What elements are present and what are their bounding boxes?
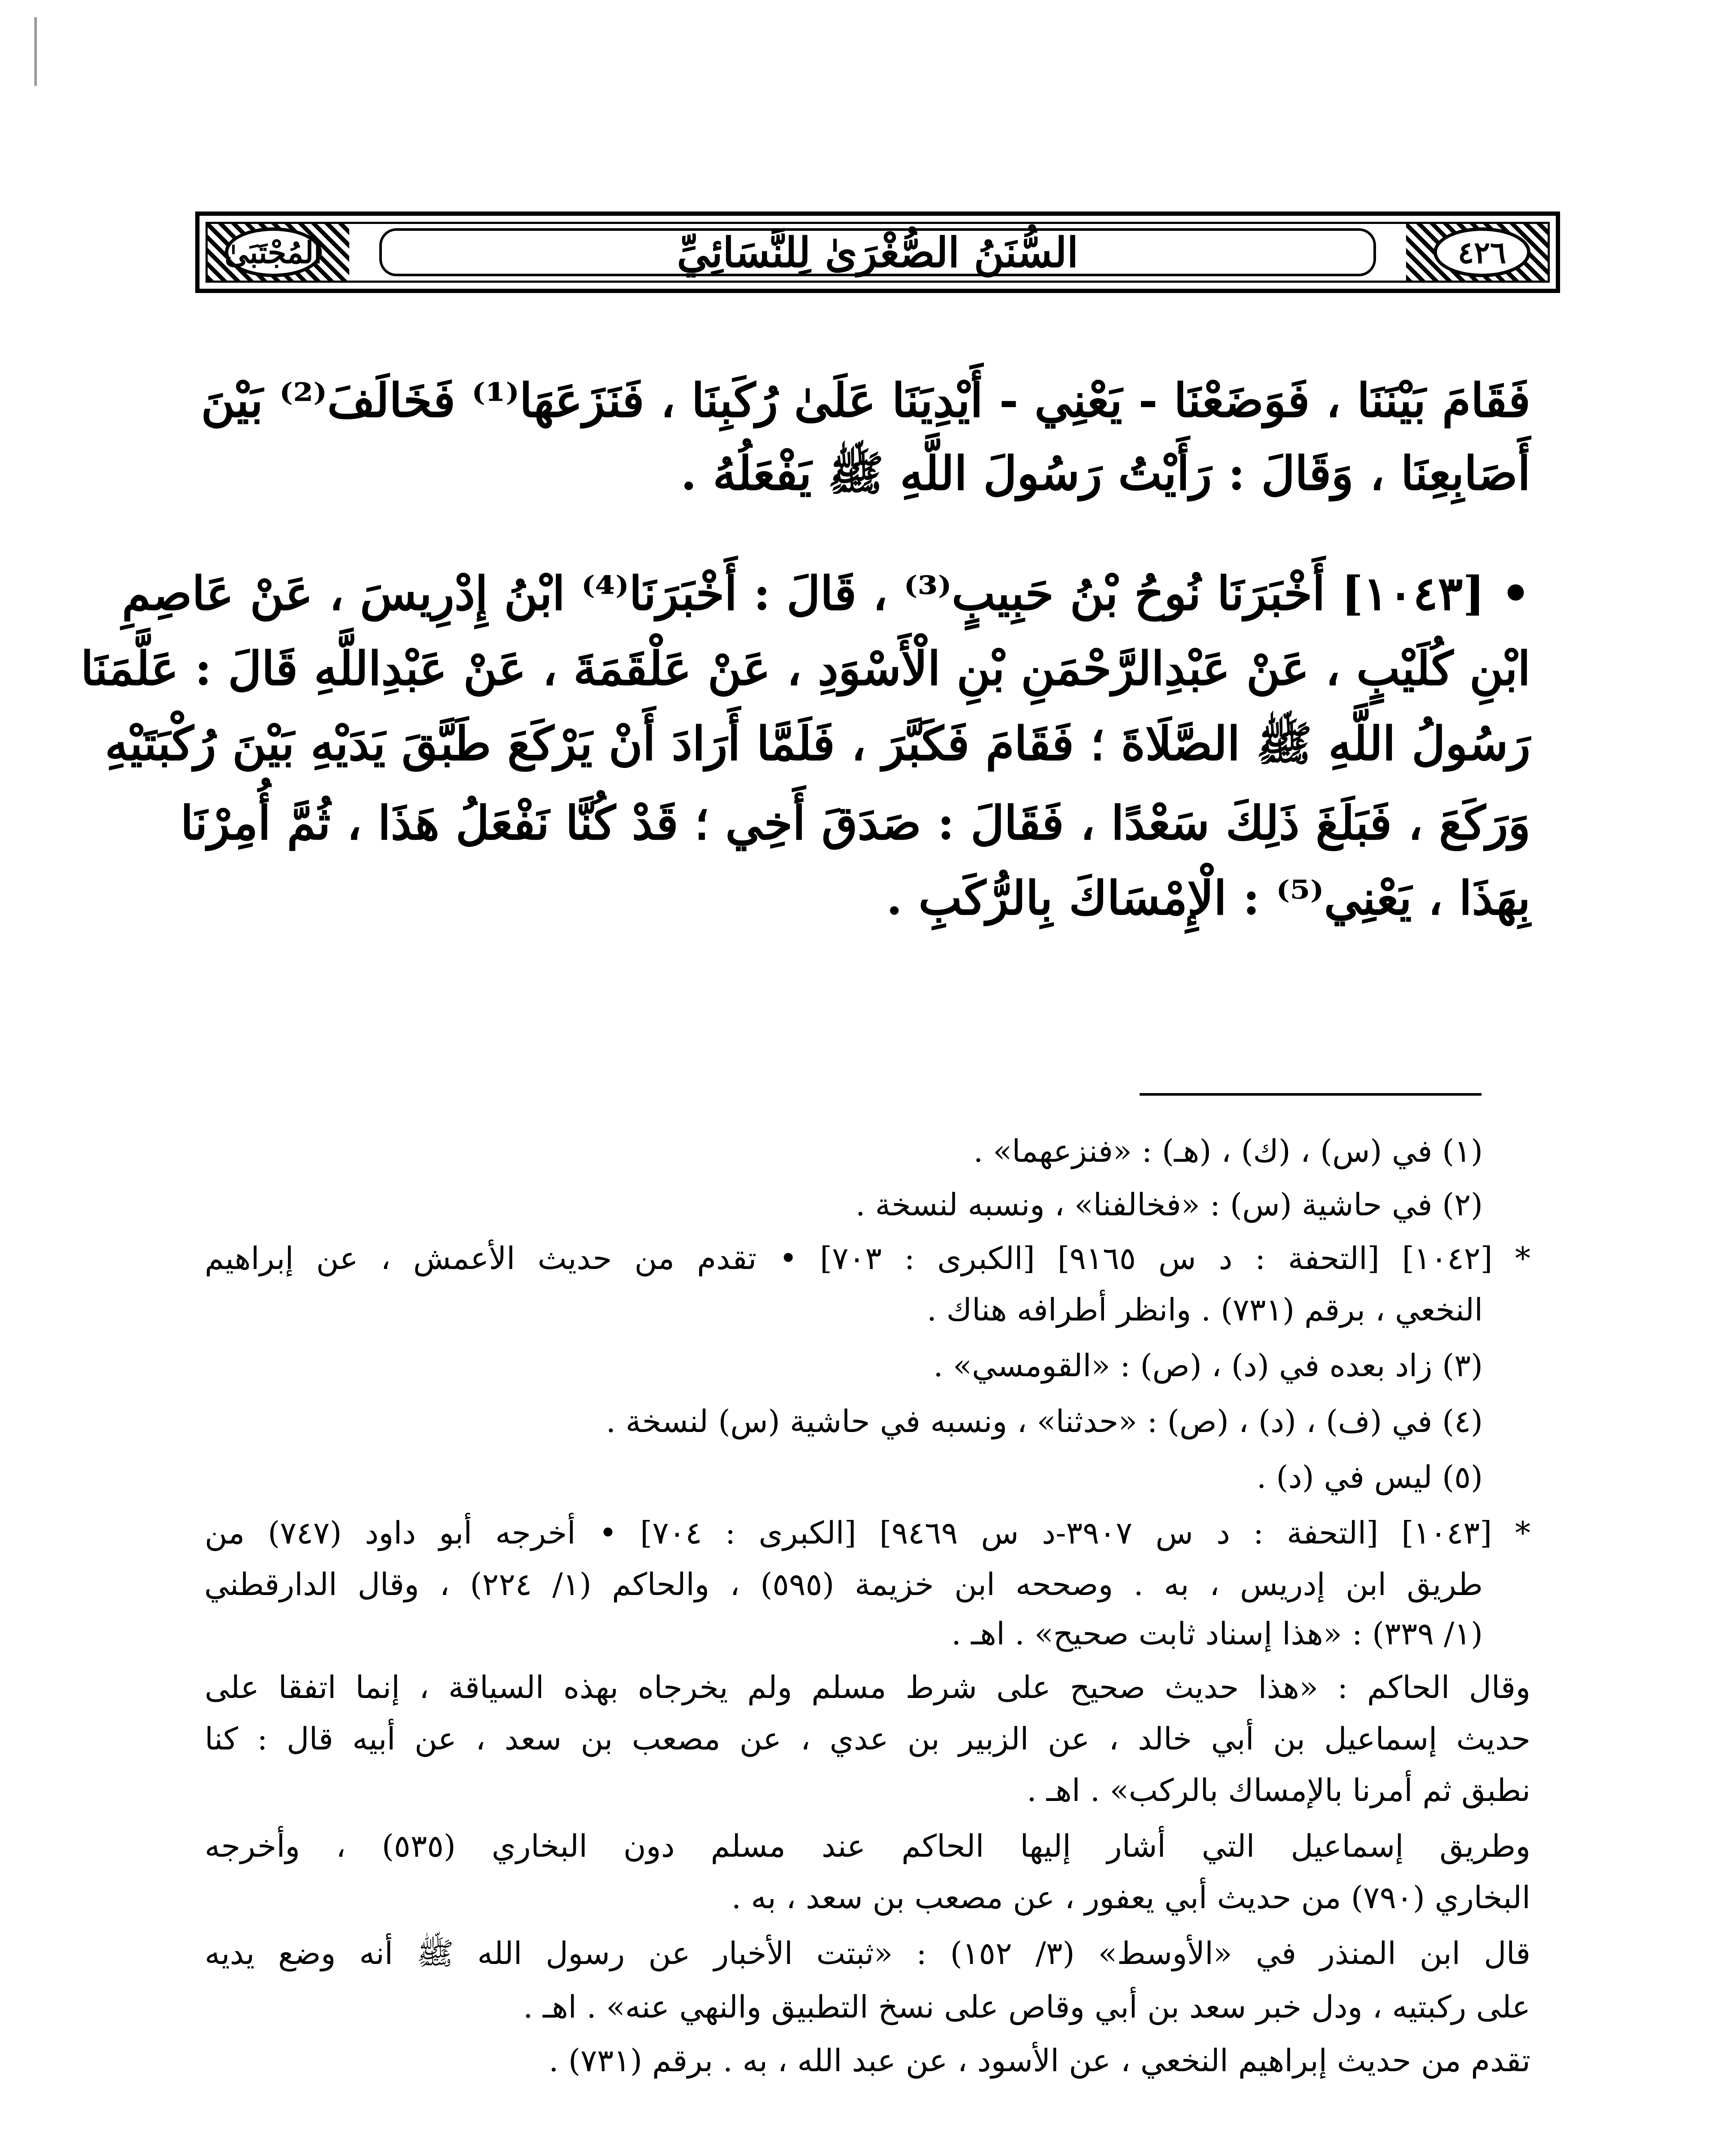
main-text-line: وَرَكَعَ ، فَبَلَغَ ذَلِكَ سَعْدًا ، فَقَالَ : صَدَقَ أَخِي ؛ قَدْ كُنَّا نَفْعَلُ هَذَا ، ثُمَّ أُمِرْنَا: [180, 796, 1530, 850]
page-header: [195, 211, 1560, 293]
header-frame: [206, 222, 1550, 283]
footnote: (٢) في حاشية (س) : «فخالفنا» ، ونسبه لنسخة .: [855, 1187, 1483, 1223]
takhrij-note-1042: * [١٠٤٢] [التحفة : د س ٩١٦٥] [الكبرى : ٧٠٣] • تقدم من حديث الأعمش ، عن إبراهيم: [205, 1240, 1530, 1276]
footnote: حديث إسماعيل بن أبي خالد ، عن الزبير بن عدي ، عن مصعب بن سعد ، عن أبيه قال : كنا: [205, 1721, 1530, 1757]
main-text-line: فَقَامَ بَيْنَنَا ، فَوَضَعْنَا - يَعْنِي - أَيْدِيَنَا عَلَىٰ رُكَبِنَا ، فَنَزَعَهَا⁽¹⁾ فَخَالَفَ⁽²⁾ بَيْنَ: [201, 374, 1530, 428]
footnote: وقال الحاكم : «هذا حديث صحيح على شرط مسلم ولم يخرجاه بهذه السياقة ، إنما اتفقا على: [205, 1669, 1530, 1705]
main-text-line: بِهَذَا ، يَعْنِي⁽⁵⁾ : الْإِمْسَاكَ بِالرُّكَبِ .: [886, 871, 1530, 925]
scan-margin-mark: [34, 17, 37, 86]
footnote: النخعي ، برقم (٧٣١) . وانظر أطرافه هناك .: [927, 1292, 1483, 1328]
footnote: تقدم من حديث إبراهيم النخعي ، عن الأسود ، عن عبد الله ، به . برقم (٧٣١) .: [548, 2042, 1530, 2079]
main-text-line: أَصَابِعِنَا ، وَقَالَ : رَأَيْتُ رَسُولَ اللَّهِ ﷺ يَفْعَلُهُ .: [680, 447, 1530, 501]
header-ornament-left: [208, 224, 349, 281]
book-title: السُّنَنُ الصُّغْرَىٰ لِلنَّسَائِيِّ: [379, 228, 1376, 276]
footnote: (١/ ٣٣٩) : «هذا إسناد ثابت صحيح» . اهـ .: [951, 1616, 1483, 1652]
header-ornament-right: [1406, 224, 1548, 281]
footnote: قال ابن المنذر في «الأوسط» (٣/ ١٥٢) : «ثبتت الأخبار عن رسول الله ﷺ أنه وضع يديه: [205, 1935, 1530, 1971]
footnote: (٣) زاد بعده في (د) ، (ص) : «القومسي» .: [933, 1347, 1483, 1384]
footnote: (٤) في (ف) ، (د) ، (ص) : «حدثنا» ، ونسبه في حاشية (س) لنسخة .: [606, 1403, 1483, 1439]
footnote-divider: [1140, 1093, 1482, 1096]
hadith-1043-line: • [١٠٤٣] أَخْبَرَنَا نُوحُ بْنُ حَبِيبٍ⁽³⁾ ، قَالَ : أَخْبَرَنَا⁽⁴⁾ ابْنُ إِدْرِيسَ ، عَنْ عَاصِمِ: [121, 567, 1530, 621]
footnote: طريق ابن إدريس ، به . وصححه ابن خزيمة (٥٩٥) ، والحاكم (١/ ٢٢٤) ، وقال الدارقطني: [204, 1566, 1483, 1602]
footnote: على ركبتيه ، ودل خبر سعد بن أبي وقاص على نسخ التطبيق والنهي عنه» . اهـ .: [523, 1989, 1530, 2025]
footnote: (١) في (س) ، (ك) ، (هـ) : «فنزعهما» .: [973, 1133, 1483, 1169]
footnote: (٥) ليس في (د) .: [1256, 1459, 1483, 1495]
main-text-line: ابْنِ كُلَيْبٍ ، عَنْ عَبْدِالرَّحْمَنِ بْنِ الْأَسْوَدِ ، عَنْ عَلْقَمَةَ ، عَنْ عَبْدِاللَّهِ قَالَ : عَلَّمَنَا: [81, 642, 1530, 696]
footnote: وطريق إسماعيل التي أشار إليها الحاكم عند مسلم دون البخاري (٥٣٥) ، وأخرجه: [205, 1828, 1531, 1864]
main-text-line: رَسُولُ اللَّهِ ﷺ الصَّلَاةَ ؛ فَقَامَ فَكَبَّرَ ، فَلَمَّا أَرَادَ أَنْ يَرْكَعَ طَبَّقَ يَدَيْهِ بَيْنَ رُكْبَتَيْهِ: [105, 717, 1530, 771]
page-number: ٤٢٦: [1434, 227, 1530, 277]
footnote: نطبق ثم أمرنا بالإمساك بالركب» . اهـ .: [1027, 1772, 1530, 1808]
footnote: البخاري (٧٩٠) من حديث أبي يعفور ، عن مصعب بن سعد ، به .: [731, 1879, 1530, 1915]
book-emblem: المُجْتَبَىٰ: [225, 227, 322, 277]
takhrij-note-1043: * [١٠٤٣] [التحفة : د س ٣٩٠٧-د س ٩٤٦٩] [الكبرى : ٧٠٤] • أخرجه أبو داود (٧٤٧) من: [205, 1515, 1530, 1551]
